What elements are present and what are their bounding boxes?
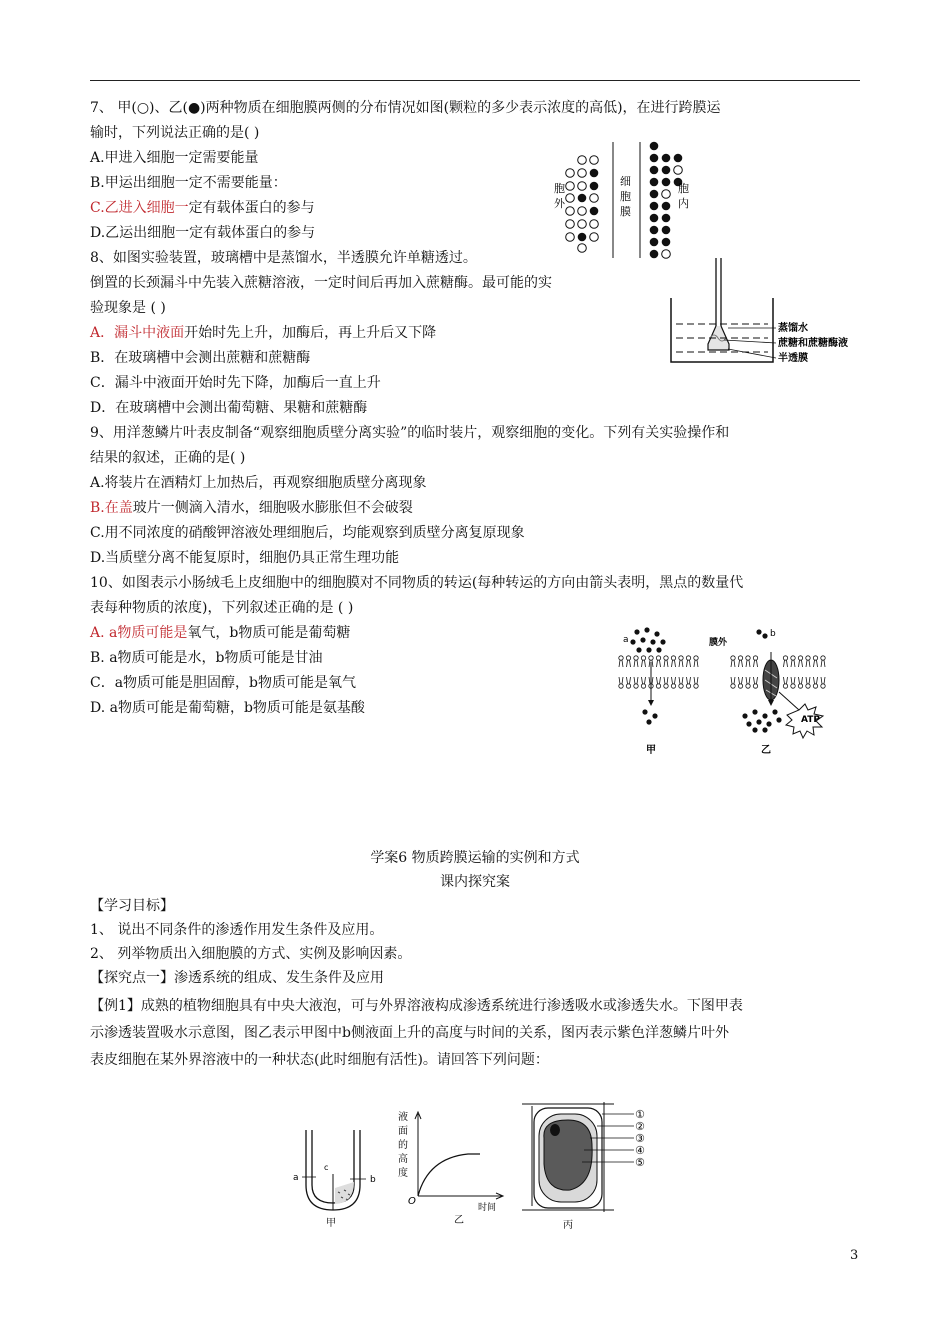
plant-cell-figure [522,1098,692,1232]
b-molecule [776,717,781,722]
q10-option-c: C．a物质可能是胆固醇，b物质可能是氧气 [90,675,357,691]
membrane-distribution-figure [548,140,688,260]
b-molecule [766,721,771,726]
q8-option-a: A．漏斗中液面开始时先上升，加酶后，再上升后又下降 [90,325,437,341]
lipid-tail [634,677,638,684]
lipid-head [671,656,675,660]
q7-stem-line2: 输时，下列说法正确的是( ) [90,125,260,141]
q10-option-a-highlight: A. a物质可能是 [90,625,188,641]
lipid-head [664,656,668,660]
lipid-head [738,656,742,660]
fig-atp-label: ATP [801,715,821,725]
q10-stem-line2: 表每种物质的浓度)，下列叙述正确的是 ( ) [90,600,354,616]
fig-outside-label-1: 胞 [554,182,565,195]
fig-bing-num-1: ① [635,1108,645,1121]
particle-jia [590,194,599,203]
particle-jia [578,156,587,165]
particle-yi [578,194,587,203]
lipid-head [686,656,690,660]
a-molecule [642,709,647,714]
lipid-tail [687,660,691,667]
fig-yi-ylabel-1: 液 [398,1112,408,1123]
fig-yi-ylabel-2: 面 [398,1126,408,1137]
lipid-head [813,656,817,660]
lipid-head [746,684,750,688]
lipid-head [791,684,795,688]
lipid-tail [627,677,631,684]
particle-yi [662,154,671,163]
lipid-tail [784,677,788,684]
q9-option-a: A.将装片在酒精灯上加热后，再观察细胞质壁分离现象 [90,475,427,491]
particle-jia [578,207,587,216]
a-molecule [660,639,665,644]
lipid-tail [754,660,758,667]
q9-option-b-highlight: B.在盖 [90,500,133,516]
q8-stem-line1: 8、如图实验装置，玻璃槽中是蒸馏水，半透膜允许单糖透过。 [90,250,477,266]
b-molecule [742,713,747,718]
b-molecule [772,709,777,714]
lipid-tail [806,660,810,667]
fig-yi-origin: O [408,1196,416,1207]
fig-b-label: b [770,629,776,639]
fig-yi-ylabel-3: 的 [398,1140,408,1151]
particle-jia [566,233,575,242]
lipid-head [679,684,683,688]
fig-inside-label-1: 胞 [678,182,689,195]
q7-stem-line1: 7、 甲(○)、乙(●)两种物质在细胞膜两侧的分布情况如图(颗粒的多少表示浓度的高低)，在进行跨膜运 [90,100,721,116]
q8-option-a-highlight: A．漏斗中液面 [90,325,185,341]
a-molecule [646,719,651,724]
lipid-head [753,656,757,660]
a-molecule [644,627,649,632]
q10-stem-line1: 10、如图表示小肠绒毛上皮细胞中的细胞膜对不同物质的转运(每种转运的方向由箭头表明，黑点的数量代 [90,575,744,591]
lipid-head [798,684,802,688]
lipid-tail [814,677,818,684]
lipid-tail [739,660,743,667]
fig-jia-c-label: c [324,1163,329,1172]
lipid-head [731,656,735,660]
fig-solution-label: 蔗糖和蔗糖酶液 [778,338,848,349]
lipid-tail [694,660,698,667]
b-molecule [762,713,767,718]
a-molecule [636,647,641,652]
a-molecule [650,639,655,644]
particle-yi [662,214,671,223]
goal-2: 2、 列举物质出入细胞膜的方式、实例及影响因素。 [90,946,412,962]
fig-membrane-label-3: 膜 [620,205,631,218]
lipid-head [821,684,825,688]
a-molecule [646,647,651,652]
lipid-head [694,656,698,660]
particle-yi [650,178,659,187]
fig-outside-label-2: 外 [554,197,565,210]
q9-option-d: D.当质壁分离不能复原时，细胞仍具正常生理功能 [90,550,400,566]
lipid-tail [672,660,676,667]
lipid-head [656,684,660,688]
lipid-head [671,684,675,688]
particle-yi [590,169,599,178]
lipid-tail [634,660,638,667]
particle-jia [662,250,671,259]
b-molecule [752,727,757,732]
fig-yi-caption: 乙 [454,1215,464,1226]
lipid-head [686,684,690,688]
u-tube-figure [288,1130,383,1230]
q7-option-c: C.乙进入细胞一定有载体蛋白的参与 [90,200,315,216]
particle-yi [650,190,659,199]
lipid-tail [627,660,631,667]
lipid-head [619,684,623,688]
lipid-tail [814,660,818,667]
particle-jia [590,220,599,229]
particle-jia [590,233,599,242]
fig-yi-xlabel: 时间 [478,1203,497,1213]
particle-jia [578,182,587,191]
lipid-head [641,684,645,688]
q8-option-b: B．在玻璃槽中会测出蔗糖和蔗糖酶 [90,350,311,366]
lipid-head [783,656,787,660]
lipid-tail [687,677,691,684]
q9-stem-line1: 9、用洋葱鳞片叶表皮制备“观察细胞质壁分离实验”的临时装片，观察细胞的变化。下列有关实验操作和 [90,425,730,441]
lipid-tail [791,677,795,684]
goals-heading: 【学习目标】 [90,898,174,914]
q7-option-c-highlight: C.乙进入细胞一 [90,200,189,216]
lipid-head [791,656,795,660]
explore-point-1: 【探究点一】渗透系统的组成、发生条件及应用 [90,970,384,986]
fig-membrane-label-1: 细 [620,175,631,188]
lipid-head [694,684,698,688]
particle-yi [650,238,659,247]
lipid-head [626,684,630,688]
membrane-transport-figure [615,622,865,762]
b-molecule [756,719,761,724]
fig-bing-num-5: ⑤ [635,1156,645,1169]
particle-yi [650,202,659,211]
particle-yi [590,207,599,216]
lipid-head [656,656,660,660]
particle-yi [674,154,683,163]
q7-option-a: A.甲进入细胞一定需要能量 [90,150,259,166]
lipid-tail [664,660,668,667]
page-number: 3 [850,1248,859,1263]
particle-yi [662,178,671,187]
lipid-head [821,656,825,660]
lipid-head [619,656,623,660]
fig-bing-num-2: ② [635,1120,645,1133]
particle-yi [650,142,659,151]
q8-option-c: C．漏斗中液面开始时先下降，加酶后一直上升 [90,375,381,391]
lipid-tail [821,660,825,667]
q10-option-a: A. a物质可能是氧气，b物质可能是葡萄糖 [90,625,351,641]
example-1-line3: 表皮细胞在某外界溶液中的一种状态(此时细胞有活性)。请回答下列问题： [90,1052,549,1068]
particle-yi [590,182,599,191]
lipid-head [634,656,638,660]
fig-water-label: 蒸馏水 [778,323,808,334]
particle-jia [566,194,575,203]
b-molecule [746,721,751,726]
particle-yi [662,166,671,175]
particle-jia [578,220,587,229]
lipid-head [679,656,683,660]
q10-option-d: D. a物质可能是葡萄糖，b物质可能是氨基酸 [90,700,365,716]
fig-yi-ylabel-5: 度 [398,1168,408,1179]
fig-yi-ylabel-4: 高 [398,1154,408,1165]
particle-yi [650,226,659,235]
lipid-tail [731,660,735,667]
lipid-tail [731,677,735,684]
header-rule [90,80,860,81]
q8-stem-line2: 倒置的长颈漏斗中先装入蔗糖溶液，一定时间后再加入蔗糖酶。最可能的实 [90,275,552,291]
particle-jia [662,190,671,199]
a-molecule [654,631,659,636]
lipid-tail [806,677,810,684]
lipid-tail [694,677,698,684]
goal-1: 1、 说出不同条件的渗透作用发生条件及应用。 [90,922,384,938]
lipid-head [738,684,742,688]
particle-yi [662,202,671,211]
particle-jia [566,207,575,216]
fig-jia-label: 甲 [646,745,656,756]
lipid-tail [799,677,803,684]
example-1-line1: 【例1】成熟的植物细胞具有中央大液泡，可与外界溶液构成渗透系统进行渗透吸水或渗透失水。下图甲表 [90,998,743,1014]
particle-jia [674,166,683,175]
lipid-tail [739,677,743,684]
fig-jia-a-label: a [293,1173,299,1183]
lipid-head [798,656,802,660]
fig-semipermeable-label: 半透膜 [778,353,808,364]
lipid-tail [619,660,623,667]
lipid-tail [799,660,803,667]
b-molecule [762,633,767,638]
particle-jia [578,169,587,178]
particle-yi [650,250,659,259]
b-molecule [762,727,767,732]
lipid-tail [791,660,795,667]
a-molecule [652,713,657,718]
fig-jia-caption: 甲 [326,1218,336,1229]
particle-yi [662,226,671,235]
lipid-head [783,684,787,688]
fig-a-label: a [623,635,629,645]
lipid-head [649,656,653,660]
lipid-head [746,656,750,660]
lipid-tail [821,677,825,684]
q8-option-d: D．在玻璃槽中会测出葡萄糖、果糖和蔗糖酶 [90,400,368,416]
lipid-head [634,684,638,688]
a-molecule [634,629,639,634]
q7-option-d: D.乙运出细胞一定有载体蛋白的参与 [90,225,316,241]
a-molecule [640,637,645,642]
fig-inside-label-2: 内 [678,197,689,210]
fig-bing-caption: 丙 [563,1220,573,1231]
fig-bing-num-4: ④ [635,1144,645,1157]
fig-bing-num-3: ③ [635,1132,645,1145]
q8-stem-line3: 验现象是 ( ) [90,300,166,316]
b-molecule [752,709,757,714]
particle-yi [578,233,587,242]
lipid-head [641,656,645,660]
lipid-head [626,656,630,660]
lipid-head [806,684,810,688]
q9-option-b: B.在盖玻片一侧滴入清水，细胞吸水膨胀但不会破裂 [90,500,413,516]
particle-jia [566,220,575,229]
lipid-tail [784,660,788,667]
particle-jia [578,244,587,253]
lipid-tail [746,677,750,684]
fig-outside-label: 膜外 [709,638,728,648]
particle-jia [566,169,575,178]
lipid-tail [642,660,646,667]
lipid-tail [746,660,750,667]
lipid-head [731,684,735,688]
lipid-tail [657,660,661,667]
lipid-tail [619,677,623,684]
lipid-tail [679,677,683,684]
lipid-head [806,656,810,660]
lipid-head [753,684,757,688]
q10-option-b: B. a物质可能是水，b物质可能是甘油 [90,650,323,666]
q7-option-b: B.甲运出细胞一定不需要能量： [90,175,287,191]
height-time-graph [392,1106,512,1226]
particle-jia [590,156,599,165]
lipid-tail [754,677,758,684]
lipid-head [664,684,668,688]
lipid-tail [664,677,668,684]
b-molecule [756,629,761,634]
particle-jia [566,182,575,191]
a-molecule [656,647,661,652]
lipid-tail [672,677,676,684]
fig-yi-label: 乙 [761,745,771,756]
fig-membrane-label-2: 胞 [620,190,631,203]
example-1-line2: 示渗透装置吸水示意图，图乙表示甲图中b侧液面上升的高度与时间的关系，图丙表示紫色洋葱鳞片叶外 [90,1025,729,1041]
section-title: 学案6 物质跨膜运输的实例和方式 [370,850,580,866]
lipid-tail [657,677,661,684]
particle-yi [650,166,659,175]
particle-yi [662,238,671,247]
particle-yi [650,214,659,223]
particle-yi [650,154,659,163]
lipid-tail [679,660,683,667]
q9-option-c: C.用不同浓度的硝酸钾溶液处理细胞后，均能观察到质壁分离复原现象 [90,525,525,541]
q9-stem-line2: 结果的叙述，正确的是( ) [90,450,246,466]
lipid-head [813,684,817,688]
osmosis-apparatus-figure [668,258,868,370]
section-subtitle: 课内探究案 [440,874,510,890]
lipid-tail [642,677,646,684]
fig-jia-b-label: b [370,1175,376,1185]
a-molecule [630,639,635,644]
